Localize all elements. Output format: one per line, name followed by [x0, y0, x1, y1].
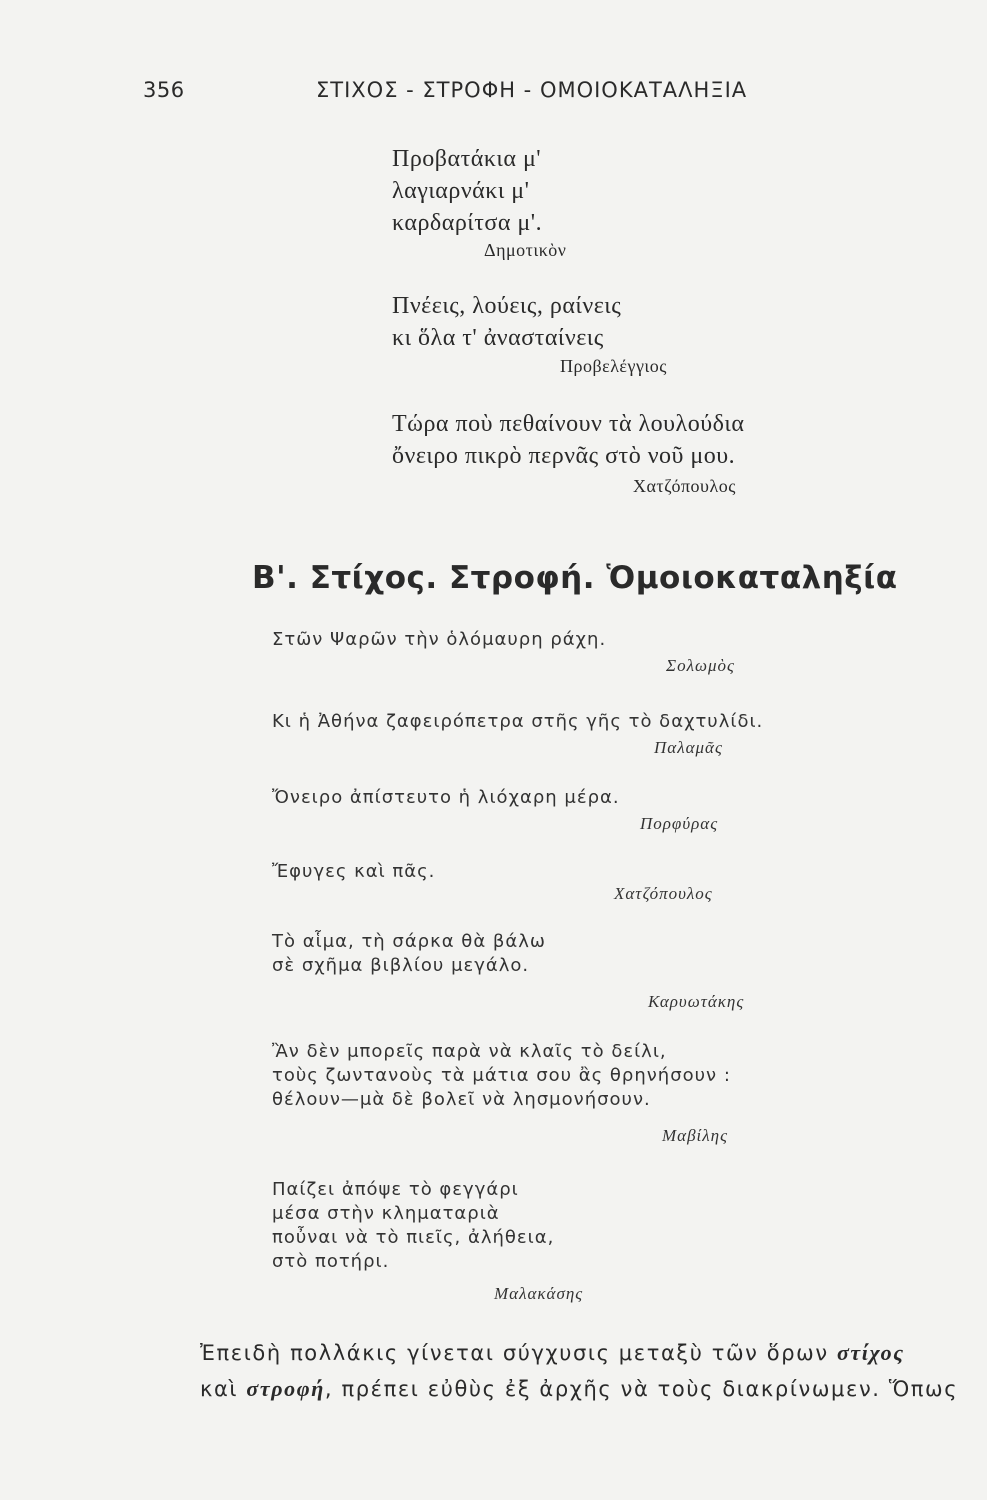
stanza-a2 [392, 290, 621, 354]
stanza-b7 [272, 1178, 554, 1274]
verse-line: σὲ σχῆμα βιβλίου μεγάλο. [272, 955, 530, 976]
stanza-b1 [272, 628, 606, 652]
page-number: 356 [143, 78, 185, 102]
section-heading: Β'. Στίχος. Στροφή. Ὁμοιοκαταληξία [252, 560, 898, 596]
stanza-b4 [272, 860, 435, 884]
body-text: καὶ [200, 1377, 247, 1401]
stanza-b3 [272, 786, 620, 810]
stanza-a1 [392, 143, 542, 239]
verse-line: Ὄνειρο ἀπίστευτο ἡ λιόχαρη μέρα. [272, 787, 620, 808]
verse-line: Τώρα ποὺ πεθαίνουν τὰ λουλούδια [392, 411, 745, 437]
attribution: Προβελέγγιος [560, 356, 667, 376]
stanza-b6 [272, 1040, 731, 1112]
attribution: Καρυωτάκης [648, 992, 745, 1011]
stanza-a3 [392, 408, 744, 472]
body-text: , πρέπει εὐθὺς ἐξ ἀρχῆς νὰ τοὺς διακρίνωμεν. Ὅπως [324, 1377, 959, 1401]
verse-line: καρδαρίτσα μ'. [392, 210, 543, 236]
verse-line: ὄνειρο πικρὸ περνᾶς στὸ νοῦ μου. [392, 443, 736, 469]
verse-line: τοὺς ζωντανοὺς τὰ μάτια σου ἂς θρηνήσουν : [272, 1065, 731, 1086]
verse-line: Στῶν Ψαρῶν τὴν ὁλόμαυρη ράχη. [272, 629, 607, 650]
verse-line: Προβατάκια μ' [392, 146, 542, 172]
attribution: Σολωμὸς [666, 656, 735, 675]
verse-line: Ἂν δὲν μπορεῖς παρὰ νὰ κλαῖς τὸ δείλι, [272, 1041, 667, 1062]
verse-line: Τὸ αἷμα, τὴ σάρκα θὰ βάλω [272, 931, 546, 952]
emphasized-term: στίχος [836, 1340, 905, 1365]
verse-line: μέσα στὴν κληματαριὰ [272, 1203, 500, 1224]
stanza-b2 [272, 710, 763, 734]
verse-line: λαγιαρνάκι μ' [392, 178, 530, 204]
verse-line: Παίζει ἀπόψε τὸ φεγγάρι [272, 1179, 519, 1200]
body-paragraph-line-2 [200, 1376, 958, 1402]
attribution: Μαβίλης [662, 1126, 728, 1145]
attribution: Μαλακάσης [494, 1284, 584, 1303]
verse-line: Ἔφυγες καὶ πᾶς. [272, 861, 436, 882]
body-paragraph-line-1 [200, 1340, 905, 1366]
verse-line: ποὖναι νὰ τὸ πιεῖς, ἀλήθεια, [272, 1227, 555, 1248]
attribution: Χατζόπουλος [633, 476, 736, 496]
emphasized-term: στροφή [246, 1376, 325, 1401]
verse-line: στὸ ποτήρι. [272, 1251, 390, 1272]
attribution: Πορφύρας [640, 814, 719, 833]
body-text: Ἐπειδὴ πολλάκις γίνεται σύγχυσις μεταξὺ τῶν ὅρων [200, 1341, 837, 1365]
verse-line: κι ὅλα τ' ἀνασταίνεις [392, 325, 604, 351]
verse-line: θέλουν—μὰ δὲ βολεῖ νὰ λησμονήσουν. [272, 1089, 651, 1110]
attribution: Παλαμᾶς [654, 738, 723, 757]
verse-line: Πνέεις, λούεις, ραίνεις [392, 293, 622, 319]
verse-line: Κι ἡ Ἀθήνα ζαφειρόπετρα στῆς γῆς τὸ δαχτυλίδι. [272, 711, 764, 732]
stanza-b5 [272, 930, 546, 978]
attribution: Χατζόπουλος [614, 884, 713, 903]
attribution: Δημοτικὸν [484, 240, 567, 260]
running-title: ΣΤΙΧΟΣ - ΣΤΡΟΦΗ - ΟΜΟΙΟΚΑΤΑΛΗΞΙΑ [316, 78, 748, 102]
